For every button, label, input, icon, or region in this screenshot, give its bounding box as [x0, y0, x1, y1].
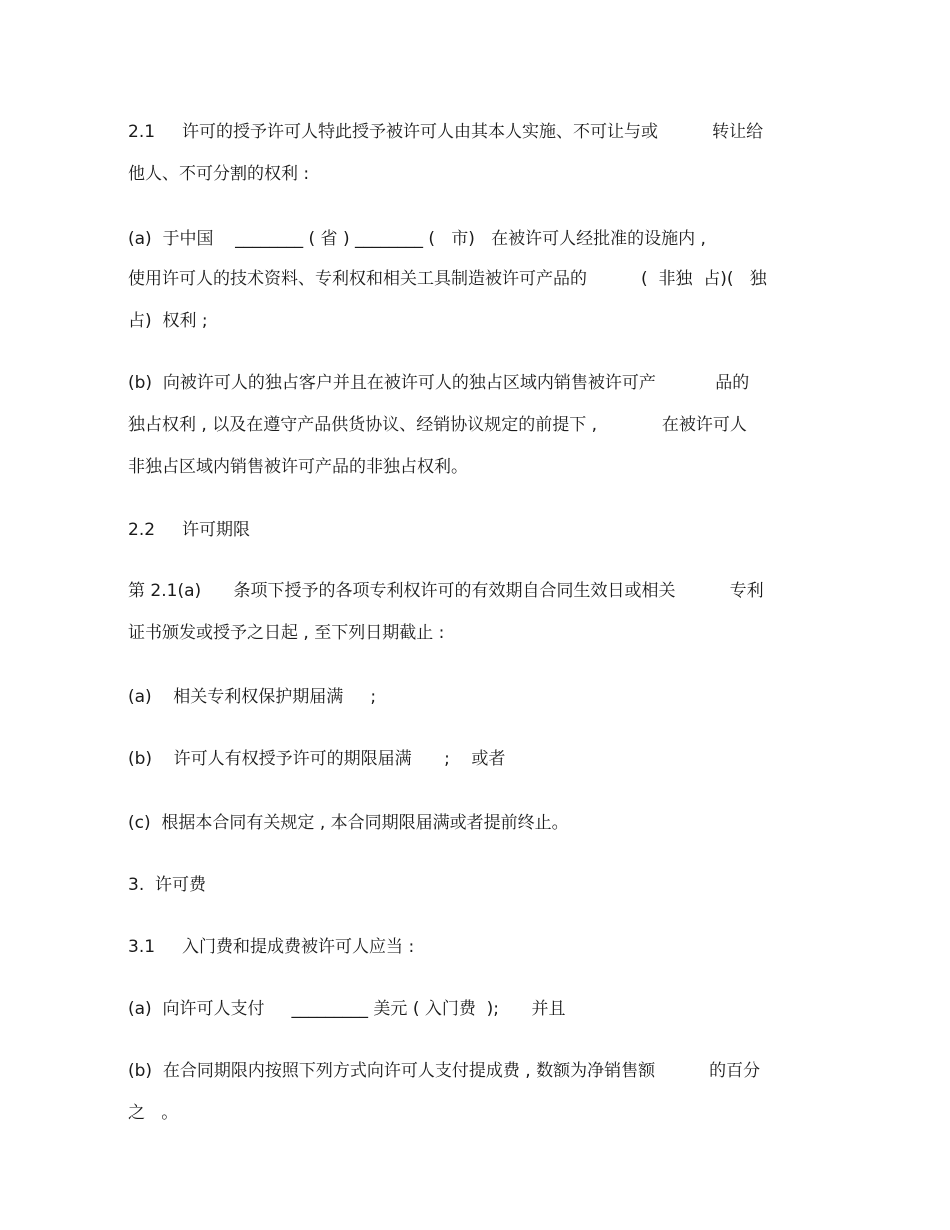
clause-2-1-b-line-2: 独占权利 , 以及在遵守产品供货协议、经销协议规定的前提下 , 在被许可人 [128, 415, 747, 435]
clause-2-1-a-line-3: 占) 权利 ; [128, 311, 208, 331]
clause-3-1-heading: 3.1 入门费和提成费被许可人应当 : [128, 937, 415, 957]
clause-3-1-b-line-2: 之 。 [128, 1103, 179, 1123]
clause-2-1-a-line-1: (a) 于中国 ________ ( 省 ) ________ ( 市) 在被许可人经批准的设施内 , [128, 229, 706, 249]
clause-2-2-c: (c) 根据本合同有关规定 , 本合同期限届满或者提前终止。 [128, 813, 569, 833]
clause-2-1-a-line-2: 使用许可人的技术资料、专利权和相关工具制造被许可产品的 ( 非独 占)( 独 [128, 269, 767, 289]
clause-3-1-b-line-1: (b) 在合同期限内按照下列方式向许可人支付提成费 , 数额为净销售额 的百分 [128, 1061, 761, 1081]
clause-2-2-a: (a) 相关专利权保护期届满 ; [128, 687, 377, 707]
clause-2-2-b: (b) 许可人有权授予许可的期限届满 ; 或者 [128, 749, 506, 769]
clause-2-2-line-1: 第 2.1(a) 条项下授予的各项专利权许可的有效期自合同生效日或相关 专利 [128, 581, 764, 601]
clause-2-1-b-line-1: (b) 向被许可人的独占客户并且在被许可人的独占区域内销售被许可产 品的 [128, 373, 750, 393]
clause-3-1-a: (a) 向许可人支付 _________ 美元 ( 入门费 ); 并且 [128, 999, 566, 1019]
section-3-heading: 3. 许可费 [128, 875, 207, 895]
clause-2-1-line-2: 他人、不可分割的权利 : [128, 164, 310, 184]
clause-2-2-heading: 2.2 许可期限 [128, 520, 251, 540]
clause-2-1-b-line-3: 非独占区域内销售被许可产品的非独占权利。 [128, 457, 468, 477]
clause-2-1-line-1: 2.1 许可的授予许可人特此授予被许可人由其本人实施、不可让与或 转让给 [128, 122, 764, 142]
clause-2-2-line-2: 证书颁发或授予之日起 , 至下列日期截止 : [128, 623, 445, 643]
